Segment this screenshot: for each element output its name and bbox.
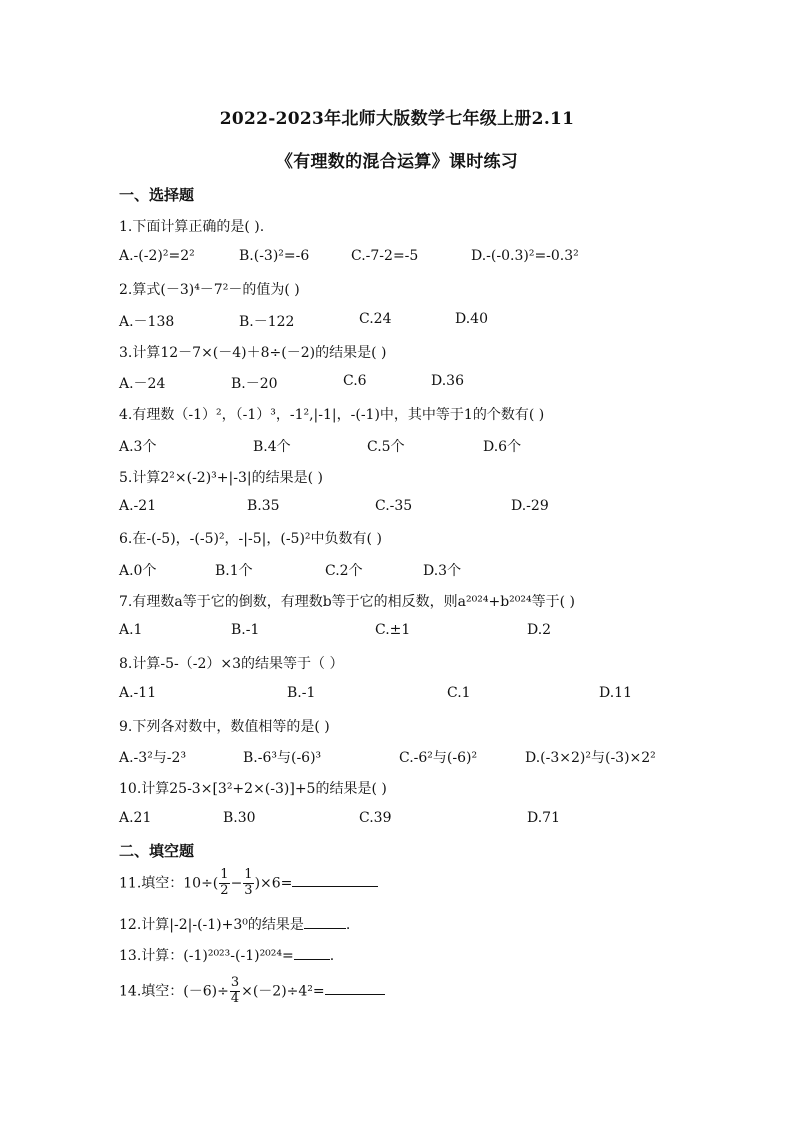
option-a: A.3个: [119, 439, 157, 455]
option-c: C.-7-2=-5: [351, 248, 419, 264]
question-number: 7.: [119, 594, 133, 610]
fraction: [219, 868, 229, 899]
option-c: C.-35: [375, 498, 413, 514]
question-number: 14.: [119, 983, 142, 1000]
question-number: 1.: [119, 219, 133, 235]
option-c: C.-6²与(-6)²: [399, 750, 478, 766]
section-heading-multiple-choice: 一、选择题: [119, 186, 195, 204]
question-end: .: [329, 948, 335, 964]
question-number: 11.: [119, 875, 142, 892]
question-6: [119, 528, 382, 548]
question-14: [119, 976, 385, 1007]
option-b: B.1个: [215, 563, 253, 579]
question-text: 算式(－3)⁴－7²－的值为( ): [132, 282, 300, 298]
option-c: C.39: [359, 810, 392, 826]
option-b: B.-1: [287, 685, 316, 701]
option-b: B.35: [247, 498, 280, 514]
question-text: 在-(-5)，-(-5)²，-|-5|，(-5)²中负数有( ): [132, 531, 382, 547]
question-number: 10.: [119, 781, 142, 797]
question-text-end: ×(－2)÷4²=: [241, 983, 325, 1000]
answer-blank[interactable]: [292, 872, 378, 887]
fraction-denominator: 4: [230, 990, 240, 1006]
option-b: B.(-3)²=-6: [239, 248, 310, 264]
option-c: C.±1: [375, 622, 411, 638]
option-b: B.－20: [231, 376, 278, 392]
question-8: [119, 653, 343, 673]
question-number: 12.: [119, 917, 142, 933]
option-d: D.3个: [423, 563, 462, 579]
question-text: 填空：10÷(: [141, 875, 219, 892]
option-d: D.40: [455, 311, 488, 327]
option-b: B.30: [223, 810, 256, 826]
question-1-options: [119, 248, 719, 268]
question-7: [119, 591, 575, 611]
question-text: 计算2²×(-2)³+|-3|的结果是( ): [132, 470, 323, 486]
question-text: 有理数（-1）²，（-1）³，-1²,|-1|，-(-1)中，其中等于1的个数有( ): [132, 407, 545, 423]
option-b: B.－122: [239, 314, 295, 330]
question-text-end: )×6=: [254, 875, 293, 892]
option-a: A.-3²与-2³: [119, 750, 187, 766]
question-number: 2.: [119, 282, 133, 298]
fraction: [243, 868, 253, 899]
answer-blank[interactable]: [325, 980, 385, 995]
question-text: 下面计算正确的是( ).: [132, 219, 265, 235]
question-10: [119, 778, 387, 798]
option-a: A.-(-2)²=2²: [119, 248, 195, 264]
fraction: [230, 976, 240, 1007]
fraction-numerator: 1: [220, 867, 229, 882]
question-7-options: [119, 622, 719, 642]
fraction-denominator: 3: [244, 882, 253, 898]
fraction-denominator: 2: [220, 882, 229, 898]
option-a: A.-11: [119, 685, 157, 701]
option-d: D.36: [431, 373, 464, 389]
question-number: 13.: [119, 948, 142, 964]
question-6-options: [119, 560, 719, 580]
option-d: D.2: [527, 622, 552, 638]
answer-blank[interactable]: [304, 914, 346, 929]
option-a: A.1: [119, 622, 143, 638]
question-number: 6.: [119, 531, 133, 547]
question-2-options: [119, 311, 719, 331]
question-text: 计算25-3×[3²+2×(-3)]+5的结果是( ): [141, 781, 387, 797]
option-d: D.-29: [511, 498, 549, 514]
question-text: 计算12－7×(－4)＋8÷(－2)的结果是( ): [132, 345, 387, 361]
question-5: [119, 467, 323, 487]
option-c: C.2个: [325, 563, 363, 579]
question-10-options: [119, 810, 719, 830]
worksheet-title: 2022-2023年北师大版数学七年级上册2.11: [219, 109, 575, 129]
option-a: A.0个: [119, 563, 157, 579]
option-b: B.-1: [231, 622, 260, 638]
option-d: D.6个: [483, 439, 522, 455]
answer-blank[interactable]: [294, 945, 330, 960]
option-a: A.21: [119, 810, 152, 826]
option-c: C.1: [447, 685, 471, 701]
option-d: D.-(-0.3)²=-0.3²: [471, 248, 579, 264]
fraction-numerator: 3: [230, 975, 240, 990]
option-c: C.5个: [367, 439, 405, 455]
question-text: 填空：(－6)÷: [141, 983, 229, 1000]
section-heading-fill-in: 二、填空题: [119, 842, 195, 860]
question-text: 计算|-2|-(-1)+3⁰的结果是: [141, 917, 304, 933]
question-4-options: [119, 436, 719, 456]
option-c: C.24: [359, 311, 392, 327]
question-number: 8.: [119, 656, 133, 672]
question-text: 计算：(-1)²⁰²³-(-1)²⁰²⁴=: [141, 948, 294, 964]
question-text: 计算-5-（-2）×3的结果等于（ ）: [132, 656, 344, 672]
question-4: [119, 404, 544, 424]
question-11: [119, 868, 378, 899]
option-a: A.－138: [119, 314, 175, 330]
option-d: D.(-3×2)²与(-3)×2²: [525, 750, 656, 766]
question-9: [119, 716, 330, 736]
option-c: C.6: [343, 373, 367, 389]
question-text: 下列各对数中，数值相等的是( ): [132, 719, 330, 735]
question-1: [119, 216, 264, 236]
worksheet-subtitle: 《有理数的混合运算》课时练习: [275, 152, 519, 172]
question-13: [119, 945, 334, 965]
question-3-options: [119, 373, 719, 393]
option-b: B.4个: [253, 439, 291, 455]
option-a: A.-21: [119, 498, 157, 514]
question-number: 3.: [119, 345, 133, 361]
question-2: [119, 279, 300, 299]
question-12: [119, 914, 350, 934]
question-3: [119, 342, 387, 362]
question-5-options: [119, 498, 719, 518]
question-end: .: [345, 917, 351, 933]
question-number: 5.: [119, 470, 133, 486]
minus-sign: −: [230, 875, 243, 892]
question-9-options: [119, 747, 719, 767]
option-d: D.71: [527, 810, 560, 826]
question-8-options: [119, 685, 719, 705]
option-d: D.11: [599, 685, 632, 701]
question-text: 有理数a等于它的倒数，有理数b等于它的相反数，则a²⁰²⁴+b²⁰²⁴等于( ): [132, 594, 575, 610]
option-b: B.-6³与(-6)³: [243, 750, 322, 766]
option-a: A.－24: [119, 376, 166, 392]
question-number: 9.: [119, 719, 133, 735]
fraction-numerator: 1: [244, 867, 253, 882]
question-number: 4.: [119, 407, 133, 423]
